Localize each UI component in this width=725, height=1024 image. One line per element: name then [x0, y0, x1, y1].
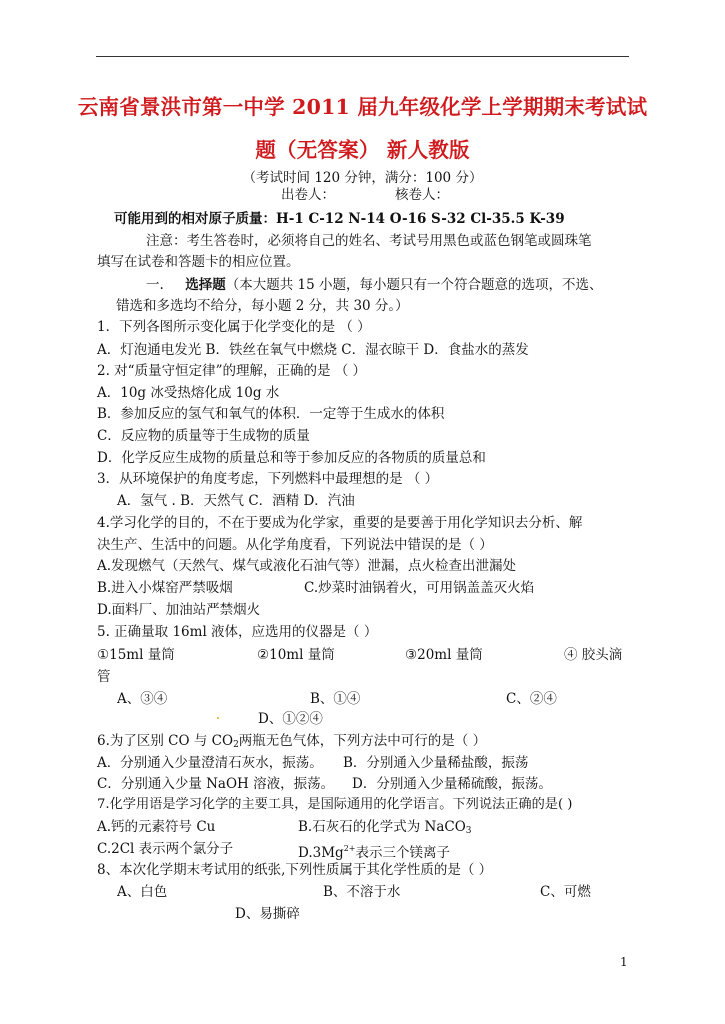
- atomic-mass-line: 可能用到的相对原子质量：H-1 C-12 N-14 O-16 S-32 Cl-35.5 K-39: [114, 211, 565, 227]
- question-4-line-2: 决生产、生活中的问题。从化学角度看，下列说法中错误的是（ ）: [97, 537, 493, 553]
- question-4-option-c: C.炒菜时油锅着火，可用锅盖盖灭火焰: [304, 580, 535, 596]
- question-4-line-1: 4.学习化学的目的，不在于要成为化学家，重要的是要善于用化学知识去分析、解: [97, 515, 583, 531]
- question-7: 7.化学用语是学习化学的主要工具，是国际通用的化学语言。下列说法正确的是( ): [97, 797, 573, 812]
- question-8: 8、本次化学期末考试用的纸张,下列性质属于其化学性质的是（ ）: [97, 862, 493, 878]
- question-4-option-a: A.发现燃气（天然气、煤气或液化石油气等）泄漏，点火检查出泄漏处: [97, 558, 517, 574]
- setter-label: 出卷人：: [281, 187, 335, 203]
- question-7-option-d-text-start: D.3Mg: [298, 845, 344, 861]
- question-7-option-d-text-end: 表示三个镁离子: [355, 845, 450, 861]
- question-6-subscript: 2: [233, 740, 239, 750]
- question-5-item-1: ①15ml 量筒: [97, 647, 175, 663]
- question-5-option-a: A、③④: [117, 691, 168, 707]
- question-4-option-b: B.进入小煤窑严禁吸烟: [97, 580, 233, 596]
- question-6-option-d: D．分别通入少量稀硫酸，振荡。: [352, 776, 552, 792]
- stray-dot: [217, 717, 219, 719]
- question-8-option-a: A、白色: [117, 884, 168, 900]
- question-1: 1．下列各图所示变化属于化学变化的是 （ ）: [97, 319, 371, 335]
- question-2-option-d: D．化学反应生成物的质量总和等于参加反应的各物质的质量总和: [97, 450, 486, 466]
- question-7-option-b-subscript: 3: [465, 826, 472, 836]
- question-2-option-b: B．参加反应的氢气和氧气的体积．一定等于生成水的体积: [97, 406, 445, 422]
- question-3-options: A．氢气 . B．天然气 C．酒精 D．汽油: [117, 493, 355, 509]
- question-6-option-b: B．分别通入少量稀盐酸，振荡: [343, 755, 529, 771]
- page-number: 1: [620, 955, 628, 969]
- question-2: 2. 对“质量守恒定律”的理解，正确的是 （ ）: [97, 363, 367, 379]
- question-6: [97, 732, 486, 754]
- header-rule: [96, 56, 629, 57]
- question-7-option-b-text: B.石灰石的化学式为 NaCO: [298, 819, 466, 835]
- exam-info: （考试时间 120 分钟，满分：100 分）: [242, 170, 483, 186]
- question-6-option-a: A．分别通入少量澄清石灰水，振荡。: [97, 755, 323, 771]
- question-5: 5. 正确量取 16ml 液体，应选用的仪器是（ ）: [97, 624, 378, 640]
- question-5-option-b: B、①④: [310, 691, 361, 707]
- title-line-2: 题（无答案） 新人教版: [255, 138, 470, 162]
- question-7-option-d: [298, 840, 450, 862]
- question-8-option-b: B、不溶于水: [323, 884, 401, 900]
- question-4-option-d: D.面料厂、加油站严禁烟火: [97, 602, 261, 618]
- question-5-item-4: ④ 胶头滴: [564, 647, 623, 663]
- question-5-option-d: D、①②④: [258, 711, 323, 727]
- question-6-option-c: C．分别通入少量 NaOH 溶液，振荡。: [97, 776, 335, 792]
- question-2-option-c: C．反应物的质量等于生成物的质量: [97, 428, 310, 444]
- question-5-item-4-cont: 管: [97, 669, 111, 685]
- title-line-1: 云南省景洪市第一中学 2011 届九年级化学上学期期末考试试: [77, 95, 648, 119]
- section-1-number: 一.: [146, 277, 164, 293]
- question-7-option-d-superscript: 2+: [343, 844, 356, 853]
- question-8-option-d: D、易撕碎: [235, 906, 300, 922]
- question-5-item-2: ②10ml 量筒: [257, 647, 335, 663]
- question-6-text-end: 两瓶无色气体，下列方法中可行的是（ ）: [238, 733, 487, 749]
- question-8-option-c: C、可燃: [540, 884, 591, 900]
- question-1-options: A．灯泡通电发光 B．铁丝在氧气中燃烧 C．湿衣晾干 D．食盐水的蒸发: [97, 342, 529, 358]
- question-6-text-start: 6.为了区别 CO 与 CO: [97, 733, 234, 749]
- section-1-title: 选择题: [185, 277, 226, 293]
- question-5-item-3: ③20ml 量筒: [405, 647, 483, 663]
- notice-line-2: 填写在试卷和答题卡的相应位置。: [97, 254, 300, 270]
- question-5-option-c: C、②④: [506, 691, 557, 707]
- section-1-header: [146, 276, 603, 294]
- checker-label: 核卷人：: [395, 187, 449, 203]
- question-3: 3．从环境保护的角度考虑，下列燃料中最理想的是 （ ）: [97, 471, 439, 487]
- question-7-option-c: C.2Cl 表示两个氯分子: [97, 841, 234, 857]
- section-1-description: （本大题共 15 小题，每小题只有一个符合题意的选项，不选、: [225, 277, 603, 293]
- question-7-option-b: [298, 818, 472, 840]
- notice-line-1: 注意：考生答卷时，必须将自己的姓名、考试号用黑色或蓝色钢笔或圆珠笔: [146, 233, 592, 249]
- question-7-option-a: A.钙的元素符号 Cu: [97, 819, 216, 835]
- section-1-description-cont: 错选和多选均不给分，每小题 2 分，共 30 分。）: [116, 298, 409, 314]
- question-2-option-a: A．10g 冰受热熔化成 10g 水: [97, 385, 280, 401]
